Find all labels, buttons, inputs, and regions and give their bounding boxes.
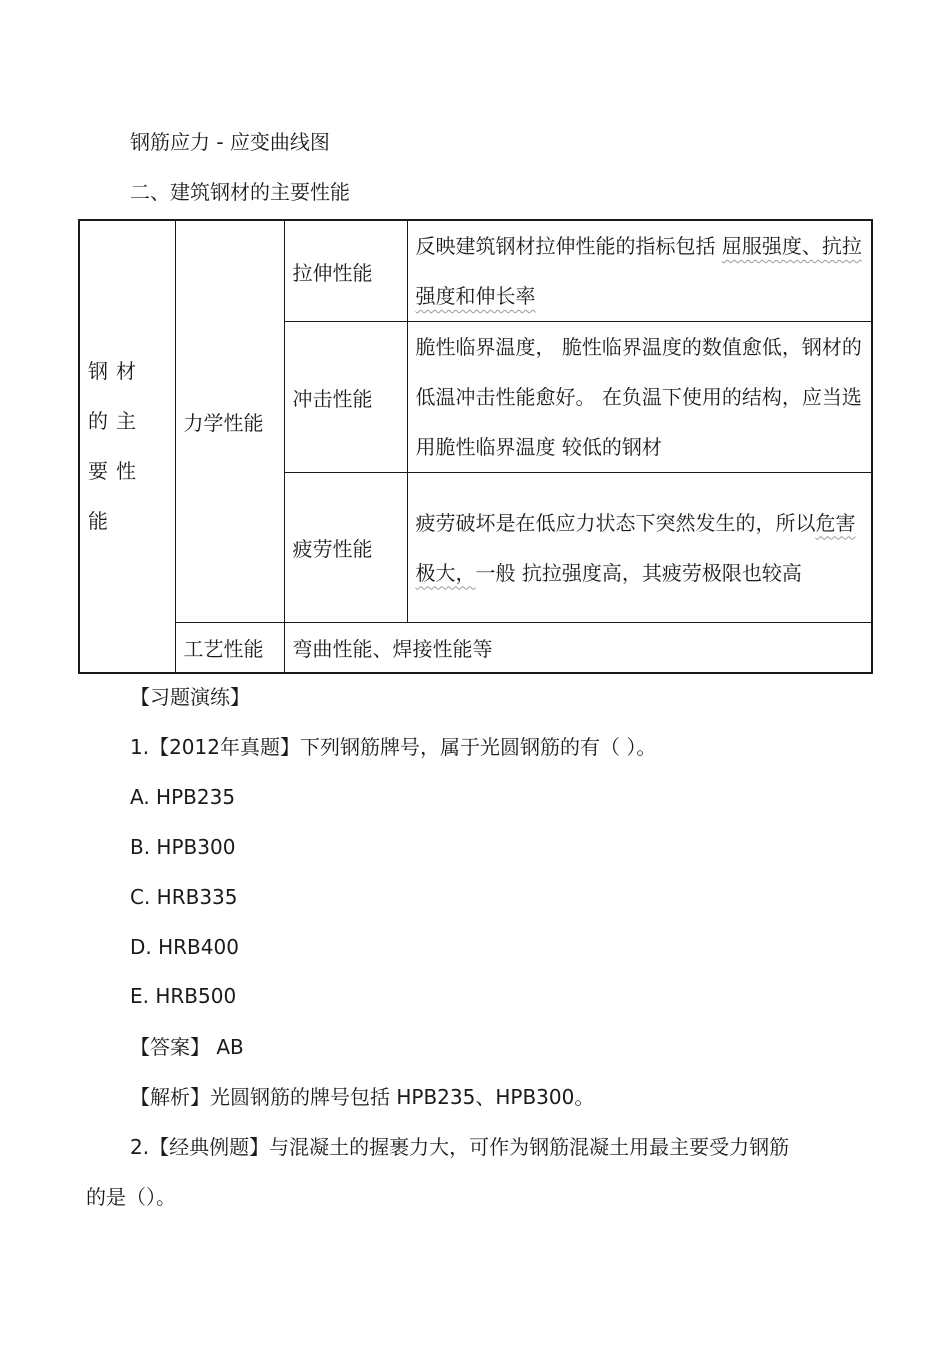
- process-cell: [175, 623, 284, 673]
- fatigue-desc-rest: 一般 抗拉强度高，其疲劳极限也较高: [475, 560, 802, 585]
- process-label: 工艺性能: [183, 636, 264, 661]
- impact-desc: 脆性临界温度， 脆性临界温度的数值愈低，钢材的低温冲击性能愈好。 在负温下使用的结构，应当选用脆性临界温度 较低的钢材: [415, 335, 862, 459]
- properties-table: [78, 219, 873, 674]
- row-name: [284, 473, 407, 623]
- option-c: C. HRB335: [130, 885, 238, 909]
- row-desc: [407, 220, 872, 322]
- section-heading: 二、建筑钢材的主要性能: [130, 180, 350, 204]
- mechanical-cell: [175, 220, 284, 623]
- option-b: B. HPB300: [130, 835, 236, 859]
- option-d: D. HRB400: [130, 935, 239, 959]
- process-desc-cell: [284, 623, 872, 673]
- question-2-stem-cont: 的是（）。: [86, 1185, 176, 1209]
- analysis: 【解析】光圆钢筋的牌号包括 HPB235、HPB300。: [130, 1085, 595, 1109]
- row-name: [284, 220, 407, 322]
- row-desc: [407, 322, 872, 473]
- figure-caption: 钢筋应力 - 应变曲线图: [130, 130, 330, 154]
- impact-label: 冲击性能: [292, 386, 373, 411]
- mechanical-label: 力学性能: [183, 411, 264, 435]
- fatigue-desc-underlined: 危害极大，: [415, 510, 856, 585]
- tensile-desc-underlined: 屈服强度、抗拉强度和伸长率: [415, 234, 862, 308]
- question-2-stem: 2.【经典例题】与混凝土的握裹力大，可作为钢筋混凝土用最主要受力钢筋: [130, 1135, 790, 1159]
- category-cell: [79, 220, 175, 673]
- tensile-label: 拉伸性能: [292, 260, 373, 285]
- answer: 【答案】 AB: [130, 1035, 244, 1059]
- category-label: 钢材的主要性能: [88, 359, 144, 534]
- row-name: [284, 322, 407, 473]
- question-1-stem: 1.【2012年真题】下列钢筋牌号，属于光圆钢筋的有（ ）。: [130, 735, 657, 759]
- option-e: E. HRB500: [130, 984, 237, 1008]
- exercise-heading: 【习题演练】: [130, 685, 250, 709]
- option-a: A. HPB235: [130, 785, 236, 809]
- fatigue-desc: 疲劳破坏是在低应力状态下突然发生的，所以: [415, 510, 816, 535]
- fatigue-label: 疲劳性能: [292, 537, 373, 561]
- process-desc: 弯曲性能、焊接性能等: [292, 636, 493, 661]
- tensile-desc: 反映建筑钢材拉伸性能的指标包括: [415, 234, 722, 258]
- row-desc: [407, 473, 872, 623]
